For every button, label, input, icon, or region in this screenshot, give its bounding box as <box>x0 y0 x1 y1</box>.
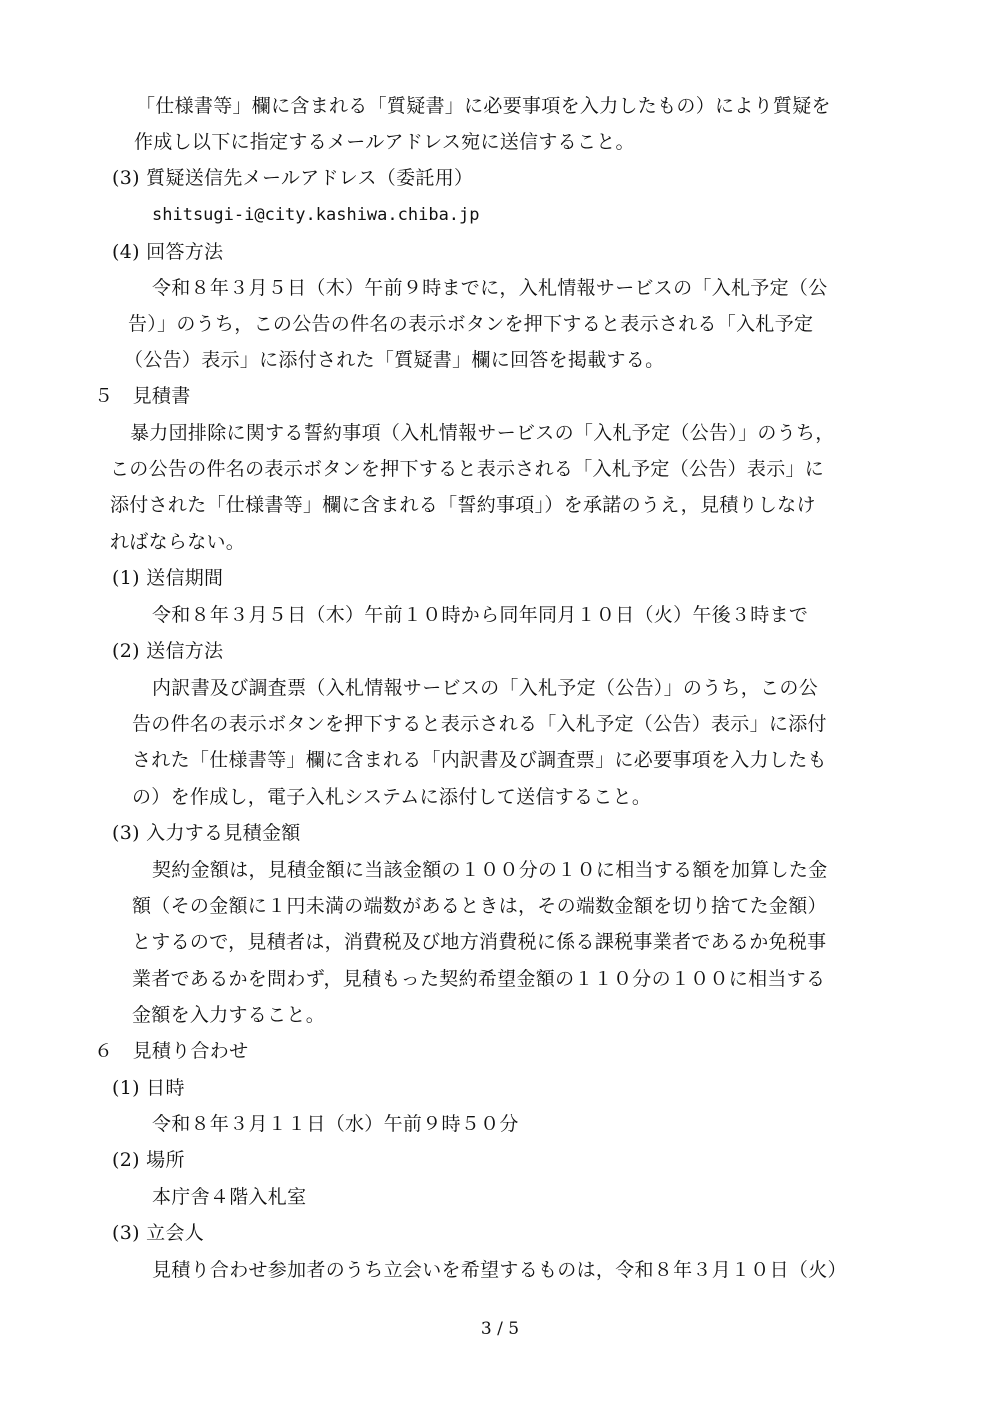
text-line: 見積り合わせ参加者のうち立会いを希望するものは，令和８年３月１０日（火） <box>152 1259 847 1281</box>
text-line: 作成し以下に指定するメールアドレス宛に送信すること。 <box>134 131 635 153</box>
item-heading: (2) 場所 <box>112 1149 185 1171</box>
text-line: この公告の件名の表示ボタンを押下すると表示される「入札予定（公告）表示」に <box>110 458 825 480</box>
text-line: とするので，見積者は，消費税及び地方消費税に係る課税事業者であるか免税事 <box>132 931 827 953</box>
text-line: 添付された「仕様書等」欄に含まれる「誓約事項」）を承諾のうえ，見積りしなけ <box>110 494 816 516</box>
item-heading: (1) 日時 <box>112 1077 185 1099</box>
text-line: （公告）表示」に添付された「質疑書」欄に回答を掲載する。 <box>124 349 665 371</box>
text-line: 令和８年３月１１日（水）午前９時５０分 <box>152 1113 519 1135</box>
text-line: 「仕様書等」欄に含まれる「質疑書」に必要事項を入力したもの）により質疑を <box>136 95 831 117</box>
item-heading: (4) 回答方法 <box>112 241 224 263</box>
text-line: の）を作成し，電子入札システムに添付して送信すること。 <box>132 786 652 808</box>
text-line: された「仕様書等」欄に含まれる「内訳書及び調査票」に必要事項を入力したも <box>132 749 827 771</box>
text-line: 本庁舎４階入札室 <box>152 1186 307 1208</box>
item-heading: (3) 質疑送信先メールアドレス（委託用） <box>112 167 474 189</box>
text-line: 令和８年３月５日（木）午前９時までに，入札情報サービスの「入札予定（公 <box>152 277 828 299</box>
text-line: 金額を入力すること。 <box>132 1004 326 1026</box>
text-line: 内訳書及び調査票（入札情報サービスの「入札予定（公告）」のうち，この公 <box>152 677 819 699</box>
page-number: 3 / 5 <box>480 1319 520 1339</box>
text-line: 暴力団排除に関する誓約事項（入札情報サービスの「入札予定（公告）」のうち， <box>130 422 835 444</box>
item-heading: (3) 入力する見積金額 <box>112 822 301 844</box>
item-heading: (1) 送信期間 <box>112 567 224 589</box>
section-heading: ６ 見積り合わせ <box>94 1040 249 1062</box>
text-line: 令和８年３月５日（木）午前１０時から同年同月１０日（火）午後３時まで <box>152 604 809 626</box>
email-address: shitsugi-i@city.kashiwa.chiba.jp <box>152 205 480 225</box>
text-line: 告）」のうち，この公告の件名の表示ボタンを押下すると表示される「入札予定 <box>128 313 814 335</box>
item-heading: (2) 送信方法 <box>112 640 224 662</box>
text-line: 契約金額は，見積金額に当該金額の１００分の１０に相当する額を加算した金 <box>152 859 828 881</box>
section-heading: ５ 見積書 <box>94 385 191 407</box>
text-line: 告の件名の表示ボタンを押下すると表示される「入札予定（公告）表示」に添付 <box>132 713 827 735</box>
item-heading: (3) 立会人 <box>112 1222 205 1244</box>
text-line: 業者であるかを問わず，見積もった契約希望金額の１１０分の１００に相当する <box>132 968 826 990</box>
text-line: ればならない。 <box>110 531 246 553</box>
text-line: 額（その金額に１円未満の端数があるときは，その端数金額を切り捨てた金額） <box>132 895 827 917</box>
